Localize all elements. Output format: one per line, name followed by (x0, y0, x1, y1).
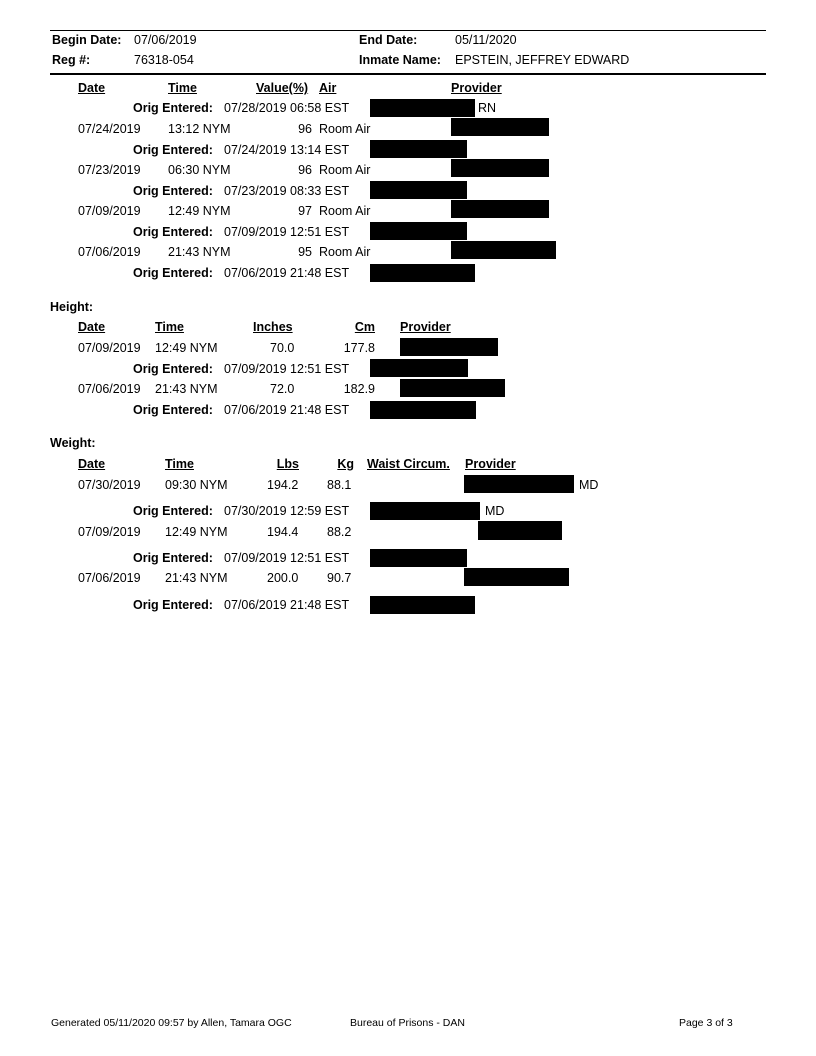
weight-col-date: Date (78, 457, 106, 471)
weight-row-kg: 88.2 (327, 525, 352, 539)
o2-row-time: 13:12 NYM (168, 122, 231, 136)
orig-entered-label: Orig Entered: (133, 101, 213, 115)
redaction-block (370, 502, 480, 520)
redaction-block (370, 549, 467, 567)
orig-entered-label: Orig Entered: (133, 504, 213, 518)
height-section-title: Height: (50, 300, 94, 314)
orig-entered-value: 07/30/2019 12:59 EST (224, 504, 350, 518)
weight-row-kg: 90.7 (327, 571, 352, 585)
weight-col-time: Time (165, 457, 194, 471)
height-row-date: 07/09/2019 (78, 341, 141, 355)
reg-label: Reg #: (52, 53, 91, 67)
reg-value: 76318-054 (134, 53, 194, 67)
orig-entered-value: 07/09/2019 12:51 EST (224, 362, 350, 376)
redaction-block (370, 222, 467, 240)
weight-col-lbs: Lbs (276, 457, 299, 471)
weight-row-time: 09:30 NYM (165, 478, 228, 492)
orig-entered-value: 07/06/2019 21:48 EST (224, 266, 350, 280)
height-row-time: 12:49 NYM (155, 341, 218, 355)
o2-row-time: 06:30 NYM (168, 163, 231, 177)
redaction-block (464, 568, 569, 586)
weight-row-lbs: 194.2 (267, 478, 299, 492)
redaction-block (400, 338, 498, 356)
weight-col-provider: Provider (465, 457, 516, 471)
orig-entered-value: 07/09/2019 12:51 EST (224, 225, 350, 239)
redaction-block (370, 99, 475, 117)
header-bottom-rule (50, 73, 766, 75)
o2-row-air: Room Air (319, 245, 371, 259)
height-row-cm: 177.8 (343, 341, 375, 355)
o2-row-value: 96 (298, 163, 312, 177)
weight-col-waist: Waist Circum. (367, 457, 450, 471)
provider-suffix: MD (579, 478, 599, 492)
redaction-block (451, 200, 549, 218)
orig-entered-label: Orig Entered: (133, 184, 213, 198)
orig-entered-value: 07/23/2019 08:33 EST (224, 184, 350, 198)
o2-row-value: 97 (298, 204, 312, 218)
height-row-cm: 182.9 (343, 382, 375, 396)
o2-row-date: 07/06/2019 (78, 245, 141, 259)
redaction-block (370, 401, 476, 419)
inmate-name-value: EPSTEIN, JEFFREY EDWARD (455, 53, 630, 67)
weight-row-date: 07/09/2019 (78, 525, 141, 539)
redaction-block (464, 475, 574, 493)
o2-row-date: 07/23/2019 (78, 163, 141, 177)
end-date-value: 05/11/2020 (455, 33, 517, 47)
o2-col-time: Time (168, 81, 197, 95)
redaction-block (370, 181, 467, 199)
o2-col-date: Date (78, 81, 106, 95)
inmate-name-label: Inmate Name: (359, 53, 441, 67)
orig-entered-label: Orig Entered: (133, 362, 213, 376)
height-col-provider: Provider (400, 320, 451, 334)
o2-row-date: 07/09/2019 (78, 204, 141, 218)
orig-entered-value: 07/06/2019 21:48 EST (224, 598, 350, 612)
o2-col-air: Air (319, 81, 337, 95)
end-date-label: End Date: (359, 33, 418, 47)
o2-row-value: 96 (298, 122, 312, 136)
weight-row-lbs: 200.0 (267, 571, 299, 585)
height-col-cm: Cm (354, 320, 375, 334)
o2-row-air: Room Air (319, 204, 371, 218)
o2-row-time: 12:49 NYM (168, 204, 231, 218)
orig-entered-value: 07/24/2019 13:14 EST (224, 143, 350, 157)
redaction-block (370, 264, 475, 282)
footer-agency: Bureau of Prisons - DAN (350, 1017, 465, 1029)
orig-entered-label: Orig Entered: (133, 403, 213, 417)
o2-row-value: 95 (298, 245, 312, 259)
weight-row-date: 07/06/2019 (78, 571, 141, 585)
orig-entered-label: Orig Entered: (133, 266, 213, 280)
redaction-block (370, 359, 468, 377)
orig-entered-label: Orig Entered: (133, 225, 213, 239)
height-row-inches: 72.0 (270, 382, 295, 396)
orig-entered-value: 07/28/2019 06:58 EST (224, 101, 350, 115)
redaction-block (451, 159, 549, 177)
redaction-block (400, 379, 505, 397)
weight-row-time: 12:49 NYM (165, 525, 228, 539)
orig-entered-label: Orig Entered: (133, 598, 213, 612)
provider-suffix: MD (485, 504, 505, 518)
weight-row-lbs: 194.4 (267, 525, 299, 539)
weight-row-date: 07/30/2019 (78, 478, 141, 492)
orig-entered-label: Orig Entered: (133, 551, 213, 565)
redaction-block (451, 118, 549, 136)
o2-col-provider: Provider (451, 81, 502, 95)
footer-generated: Generated 05/11/2020 09:57 by Allen, Tamara OGC (51, 1017, 292, 1029)
orig-entered-value: 07/09/2019 12:51 EST (224, 551, 350, 565)
o2-row-time: 21:43 NYM (168, 245, 231, 259)
weight-col-kg: Kg (337, 457, 354, 471)
weight-row-kg: 88.1 (327, 478, 352, 492)
height-row-date: 07/06/2019 (78, 382, 141, 396)
redaction-block (370, 140, 467, 158)
redaction-block (478, 521, 562, 540)
redaction-block (451, 241, 556, 259)
weight-row-time: 21:43 NYM (165, 571, 228, 585)
height-col-inches: Inches (253, 320, 293, 334)
o2-row-date: 07/24/2019 (78, 122, 141, 136)
orig-entered-label: Orig Entered: (133, 143, 213, 157)
height-col-time: Time (155, 320, 184, 334)
o2-row-air: Room Air (319, 122, 371, 136)
redaction-block (370, 596, 475, 614)
o2-col-value: Value(%) (256, 81, 309, 95)
height-row-time: 21:43 NYM (155, 382, 218, 396)
header-top-rule (50, 30, 766, 31)
begin-date-value: 07/06/2019 (134, 33, 197, 47)
height-row-inches: 70.0 (270, 341, 295, 355)
begin-date-label: Begin Date: (52, 33, 122, 47)
height-col-date: Date (78, 320, 106, 334)
o2-row-air: Room Air (319, 163, 371, 177)
provider-suffix: RN (478, 101, 497, 115)
footer-page-number: Page 3 of 3 (679, 1017, 733, 1029)
orig-entered-value: 07/06/2019 21:48 EST (224, 403, 350, 417)
weight-section-title: Weight: (50, 436, 96, 450)
